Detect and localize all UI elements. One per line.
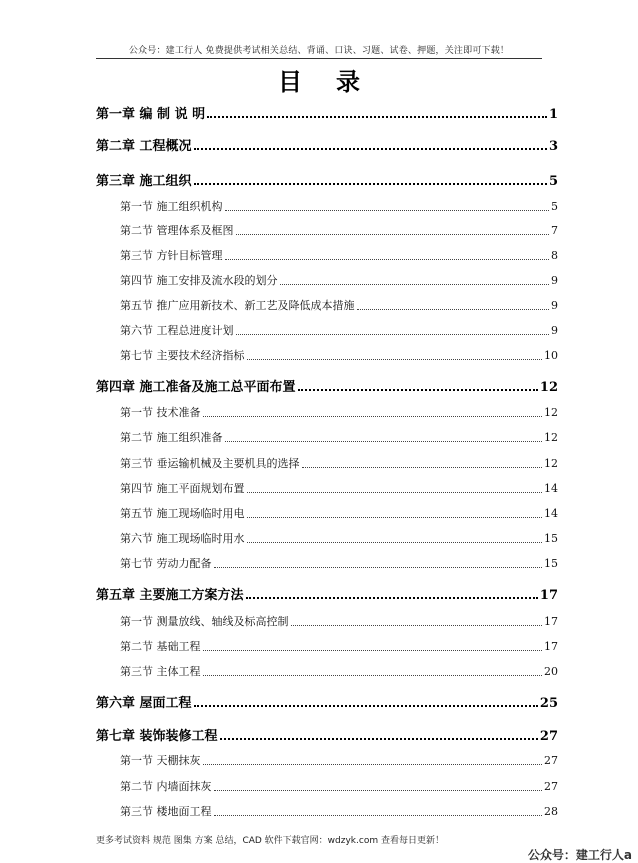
toc-chapter-entry[interactable]: [96, 725, 558, 744]
toc-entry-label: 第六节 工程总进度计划: [120, 324, 234, 337]
dot-leader: [302, 467, 543, 468]
toc-entry-label: 第一节 测量放线、轴线及标高控制: [120, 615, 289, 628]
dot-leader: [225, 259, 550, 260]
toc-page-number: 17: [544, 640, 558, 653]
toc-entry-label: 第二节 内墙面抹灰: [120, 780, 212, 793]
toc-page-number: 15: [544, 557, 558, 570]
toc-section-entry[interactable]: [96, 555, 558, 571]
dot-leader: [225, 210, 550, 211]
toc-section-entry[interactable]: [96, 505, 558, 521]
dot-leader: [357, 309, 550, 310]
dot-leader: [247, 517, 543, 518]
toc-entry-label: 第一章 编 制 说 明: [96, 107, 206, 122]
page-footer: 更多考试资料 规范 图集 方案 总结，CAD 软件下载官网：wdzyk.com 查看每日更新！: [96, 836, 444, 846]
toc-entry-label: 第六章 屋面工程: [96, 696, 192, 711]
toc-entry-label: 第五节 推广应用新技术、新工艺及降低成本措施: [120, 299, 355, 312]
toc-entry-label: 第三章 施工组织: [96, 174, 192, 189]
toc-entry-label: 第五节 施工现场临时用电: [120, 507, 245, 520]
toc-page-number: 5: [551, 200, 558, 213]
toc-page-number: 10: [544, 349, 558, 362]
dot-leader: [291, 625, 543, 626]
toc-page-number: 12: [544, 457, 558, 470]
toc-entry-label: 第二节 管理体系及框图: [120, 224, 234, 237]
toc-chapter-entry[interactable]: [96, 376, 558, 395]
toc-entry-label: 第二章 工程概况: [96, 139, 192, 154]
toc-section-entry[interactable]: [96, 530, 558, 546]
toc-chapter-entry[interactable]: [96, 170, 558, 189]
dot-leader: [194, 148, 547, 150]
toc-entry-label: 第四节 施工安排及流水段的划分: [120, 274, 278, 287]
toc-page-number: 9: [551, 274, 558, 287]
toc-page-number: 17: [539, 588, 558, 603]
toc-page-number: 3: [548, 139, 558, 154]
toc-page-number: 28: [544, 805, 558, 818]
toc-entry-label: 第一节 施工组织机构: [120, 200, 223, 213]
toc-page-number: 27: [544, 754, 558, 767]
dot-leader: [220, 738, 538, 740]
page-header: 公众号：建工行人 免费提供考试相关总结、背诵、口诀、习题、试卷、押题，关注即可下载！: [128, 46, 510, 56]
toc-page-number: 12: [539, 380, 558, 395]
toc-page-number: 12: [544, 431, 558, 444]
toc-chapter-entry[interactable]: [96, 584, 558, 603]
toc-chapter-entry[interactable]: [96, 103, 558, 122]
dot-leader: [214, 815, 543, 816]
dot-leader: [298, 389, 538, 391]
toc-section-entry[interactable]: [96, 322, 558, 338]
dot-leader: [247, 492, 543, 493]
dot-leader: [203, 675, 543, 676]
dot-leader: [194, 705, 538, 707]
toc-section-entry[interactable]: [96, 272, 558, 288]
toc-entry-label: 第二节 基础工程: [120, 640, 201, 653]
toc-page-number: 1: [548, 107, 558, 122]
toc-section-entry[interactable]: [96, 198, 558, 214]
toc-section-entry[interactable]: [96, 247, 558, 263]
dot-leader: [236, 234, 550, 235]
dot-leader: [246, 597, 538, 599]
toc-section-entry[interactable]: [96, 480, 558, 496]
toc-entry-label: 第七章 装饰装修工程: [96, 729, 218, 744]
toc-page-number: 15: [544, 532, 558, 545]
toc-section-entry[interactable]: [96, 778, 558, 794]
header-divider: [96, 58, 542, 59]
toc-page-number: 17: [544, 615, 558, 628]
dot-leader: [214, 567, 543, 568]
toc-page-number: 14: [544, 482, 558, 495]
toc-page-number: 25: [539, 696, 558, 711]
toc-section-entry[interactable]: [96, 347, 558, 363]
toc-section-entry[interactable]: [96, 663, 558, 679]
toc-entry-label: 第一节 技术准备: [120, 406, 201, 419]
dot-leader: [207, 116, 547, 118]
toc-page-number: 5: [548, 174, 558, 189]
dot-leader: [203, 650, 543, 651]
toc-section-entry[interactable]: [96, 613, 558, 629]
toc-entry-label: 第三节 方针目标管理: [120, 249, 223, 262]
toc-section-entry[interactable]: [96, 803, 558, 819]
dot-leader: [214, 790, 543, 791]
toc-section-entry[interactable]: [96, 429, 558, 445]
toc-page-number: 9: [551, 324, 558, 337]
toc-page-number: 12: [544, 406, 558, 419]
dot-leader: [194, 183, 547, 185]
dot-leader: [247, 359, 543, 360]
dot-leader: [236, 334, 550, 335]
watermark-text: 公众号：建工行人a: [527, 848, 632, 862]
toc-entry-label: 第一节 天棚抹灰: [120, 754, 201, 767]
toc-chapter-entry[interactable]: [96, 135, 558, 154]
dot-leader: [280, 284, 550, 285]
toc-entry-label: 第二节 施工组织准备: [120, 431, 223, 444]
toc-page-number: 14: [544, 507, 558, 520]
dot-leader: [247, 542, 543, 543]
toc-section-entry[interactable]: [96, 297, 558, 313]
toc-entry-label: 第四节 施工平面规划布置: [120, 482, 245, 495]
toc-entry-label: 第七节 主要技术经济指标: [120, 349, 245, 362]
toc-entry-label: 第五章 主要施工方案方法: [96, 588, 244, 603]
toc-entry-label: 第六节 施工现场临时用水: [120, 532, 245, 545]
toc-section-entry[interactable]: [96, 222, 558, 238]
dot-leader: [203, 416, 543, 417]
dot-leader: [225, 441, 543, 442]
toc-entry-label: 第三节 楼地面工程: [120, 805, 212, 818]
toc-page-number: 27: [539, 729, 558, 744]
toc-section-entry[interactable]: [96, 455, 558, 471]
toc-section-entry[interactable]: [96, 638, 558, 654]
toc-section-entry[interactable]: [96, 404, 558, 420]
toc-page-number: 9: [551, 299, 558, 312]
toc-entry-label: 第三节 主体工程: [120, 665, 201, 678]
toc-chapter-entry[interactable]: [96, 692, 558, 711]
toc-page-number: 20: [544, 665, 558, 678]
toc-page-number: 8: [551, 249, 558, 262]
toc-page-number: 27: [544, 780, 558, 793]
toc-entry-label: 第七节 劳动力配备: [120, 557, 212, 570]
page-title: 目录: [278, 67, 394, 96]
toc-page-number: 7: [551, 224, 558, 237]
toc-entry-label: 第四章 施工准备及施工总平面布置: [96, 380, 296, 395]
toc-section-entry[interactable]: [96, 752, 558, 768]
dot-leader: [203, 764, 543, 765]
toc-entry-label: 第三节 垂运输机械及主要机具的选择: [120, 457, 300, 470]
